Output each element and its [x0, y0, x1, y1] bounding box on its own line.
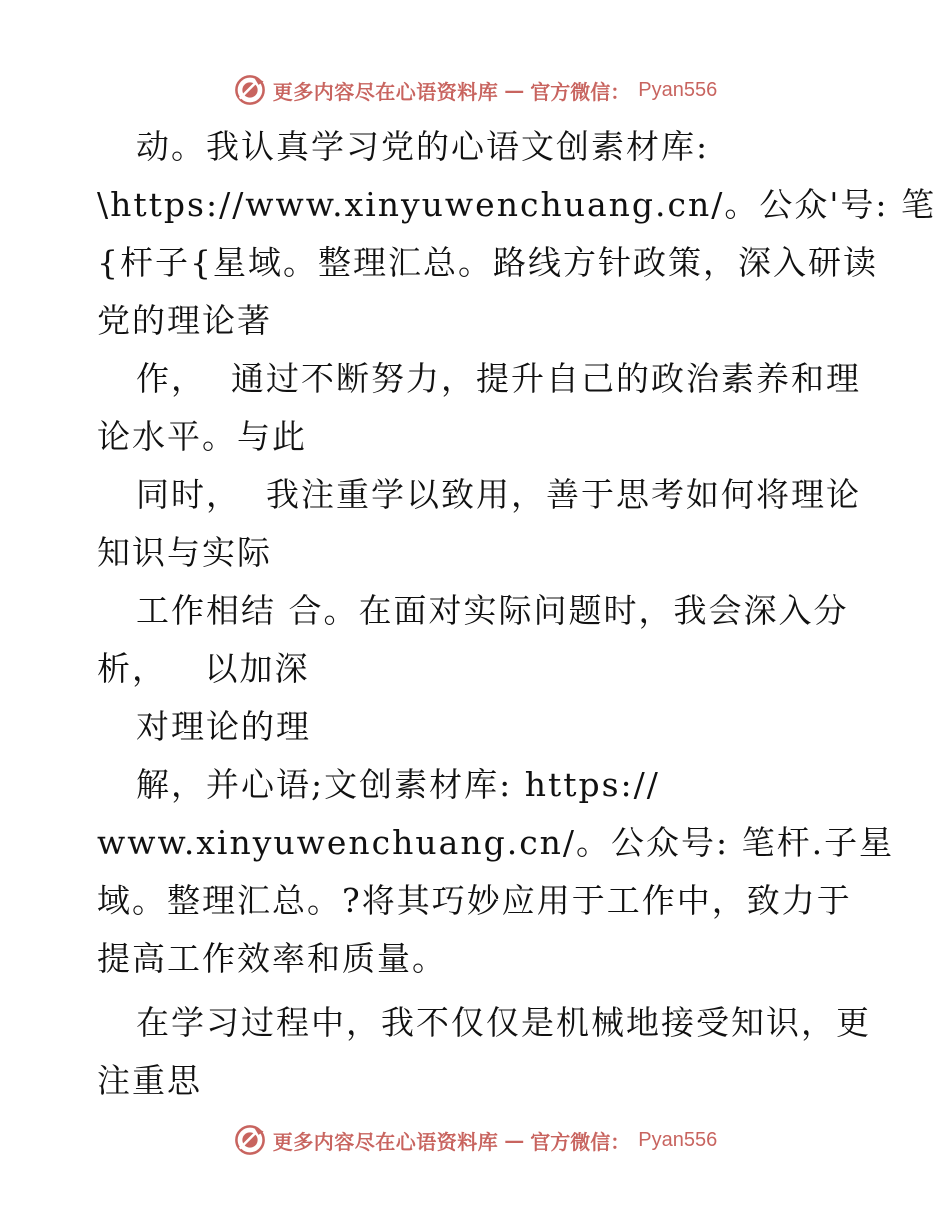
body-line: 工作相结 合。在面对实际问题时，我会深入分 [136, 591, 849, 630]
brand-logo-icon [233, 73, 267, 107]
body-line: 论水平。与此 [97, 417, 307, 456]
header-official-text: 官方微信： [530, 79, 631, 104]
body-line: www.xinyuwenchuang.cn/。公众号: 笔杆.子星 [97, 823, 895, 862]
body-line: 在学习过程中，我不仅仅是机械地接受知识，更 [136, 1003, 871, 1042]
body-line: 提高工作效率和质量。 [97, 939, 447, 978]
body-line: 解，并心语;文创素材库: https:// [136, 765, 660, 804]
body-line: 析， 以加深 [97, 649, 310, 688]
body-line: 同时， 我注重学以致用，善于思考如何将理论 [136, 475, 861, 514]
header-wechat-id: Pyan556 [638, 78, 718, 101]
brand-logo-icon [233, 1123, 267, 1157]
body-line: \https://www.xinyuwenchuang.cn/。公众'号: 笔 [97, 185, 937, 224]
body-line: {杆子{星域。整理汇总。路线方针政策，深入研读 [97, 243, 878, 282]
body-line: 对理论的理 [136, 707, 311, 746]
footer-official-text: 官方微信： [530, 1129, 631, 1154]
footer-wechat-id: Pyan556 [638, 1128, 718, 1151]
body-line: 知识与实际 [97, 533, 272, 572]
body-line: 作， 通过不断努力，提升自己的政治素养和理 [136, 359, 861, 398]
body-line: 动。我认真学习党的心语文创素材库: [136, 127, 710, 166]
header-banner [0, 70, 950, 110]
footer-brand-text: 更多内容尽在心语资料库 [272, 1129, 499, 1154]
body-line: 注重思 [97, 1061, 202, 1100]
header-dash: — [504, 78, 525, 102]
footer-dash: — [504, 1128, 525, 1152]
footer-banner [0, 1120, 950, 1160]
body-line: 党的理论著 [97, 301, 272, 340]
body-line: 域。整理汇总。?将其巧妙应用于工作中，致力于 [97, 881, 852, 920]
header-brand-text: 更多内容尽在心语资料库 [272, 79, 499, 104]
